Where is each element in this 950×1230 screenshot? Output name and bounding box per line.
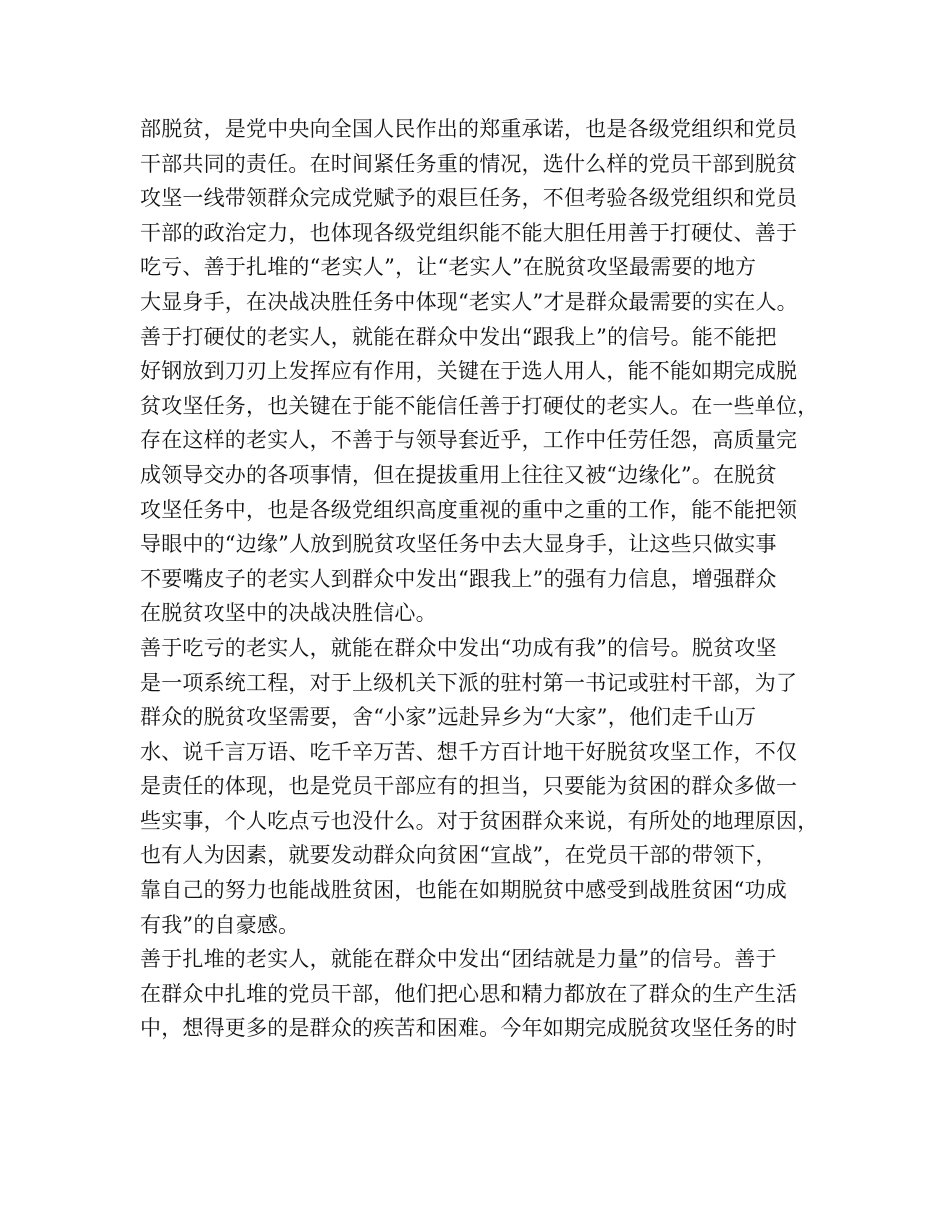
- text-line: 好钢放到刀刃上发挥应有作用，关键在于选人用人，能不能如期完成脱: [140, 359, 798, 384]
- document-body: [140, 112, 830, 1046]
- text-line: 大显身手，在决战决胜任务中体现“老实人”才是群众最需要的实在人。: [140, 289, 798, 314]
- text-line: 有我”的自豪感。: [140, 912, 300, 937]
- text-line: 是一项系统工程，对于上级机关下派的驻村第一书记或驻村干部，为了: [140, 670, 798, 695]
- text-line: 在群众中扎堆的党员干部，他们把心思和精力都放在了群众的生产生活: [140, 981, 798, 1006]
- text-line: 善于吃亏的老实人，就能在群众中发出“功成有我”的信号。脱贫攻坚: [140, 635, 777, 660]
- text-line: 贫攻坚任务，也关键在于能不能信任善于打硬仗的老实人。在一些单位，: [140, 393, 819, 418]
- text-line: 中，想得更多的是群众的疾苦和困难。今年如期完成脱贫攻坚任务的时: [140, 1016, 798, 1041]
- text-line: 些实事，个人吃点亏也没什么。对于贫困群众来说，有所处的地理原因，: [140, 808, 819, 833]
- text-line: 成领导交办的各项事情，但在提拔重用上往往又被“边缘化”。在脱贫: [140, 462, 777, 487]
- text-line: 干部共同的责任。在时间紧任务重的情况，选什么样的党员干部到脱贫: [140, 151, 798, 176]
- text-line: 存在这样的老实人，不善于与领导套近乎，工作中任劳任怨，高质量完: [140, 428, 798, 453]
- text-line: 善于扎堆的老实人，就能在群众中发出“团结就是力量”的信号。善于: [140, 947, 777, 972]
- text-line: 在脱贫攻坚中的决战决胜信心。: [140, 601, 437, 626]
- text-line: 导眼中的“边缘”人放到脱贫攻坚任务中去大显身手，让这些只做实事: [140, 532, 777, 557]
- text-line: 靠自己的努力也能战胜贫困，也能在如期脱贫中感受到战胜贫困“功成: [140, 878, 787, 903]
- text-line: 水、说千言万语、吃千辛万苦、想千方百计地干好脱贫攻坚工作，不仅: [140, 739, 798, 764]
- text-line: 也有人为因素，就要发动群众向贫困“宣战”，在党员干部的带领下，: [140, 843, 777, 868]
- text-line: 攻坚任务中，也是各级党组织高度重视的重中之重的工作，能不能把领: [140, 497, 798, 522]
- text-line: 干部的政治定力，也体现各级党组织能不能大胆任用善于打硬仗、善于: [140, 220, 798, 245]
- text-line: 吃亏、善于扎堆的“老实人”，让“老实人”在脱贫攻坚最需要的地方: [140, 255, 757, 280]
- text-line: 善于打硬仗的老实人，就能在群众中发出“跟我上”的信号。能不能把: [140, 324, 777, 349]
- text-line: 部脱贫，是党中央向全国人民作出的郑重承诺，也是各级党组织和党员: [140, 117, 798, 141]
- text-line: 不要嘴皮子的老实人到群众中发出“跟我上”的强有力信息，增强群众: [140, 566, 777, 591]
- text-line: 是责任的体现，也是党员干部应有的担当，只要能为贫困的群众多做一: [140, 774, 798, 799]
- text-line: 攻坚一线带领群众完成党赋予的艰巨任务，不但考验各级党组织和党员: [140, 186, 798, 211]
- text-line: 群众的脱贫攻坚需要，舍“小家”远赴异乡为“大家”，他们走千山万: [140, 705, 757, 730]
